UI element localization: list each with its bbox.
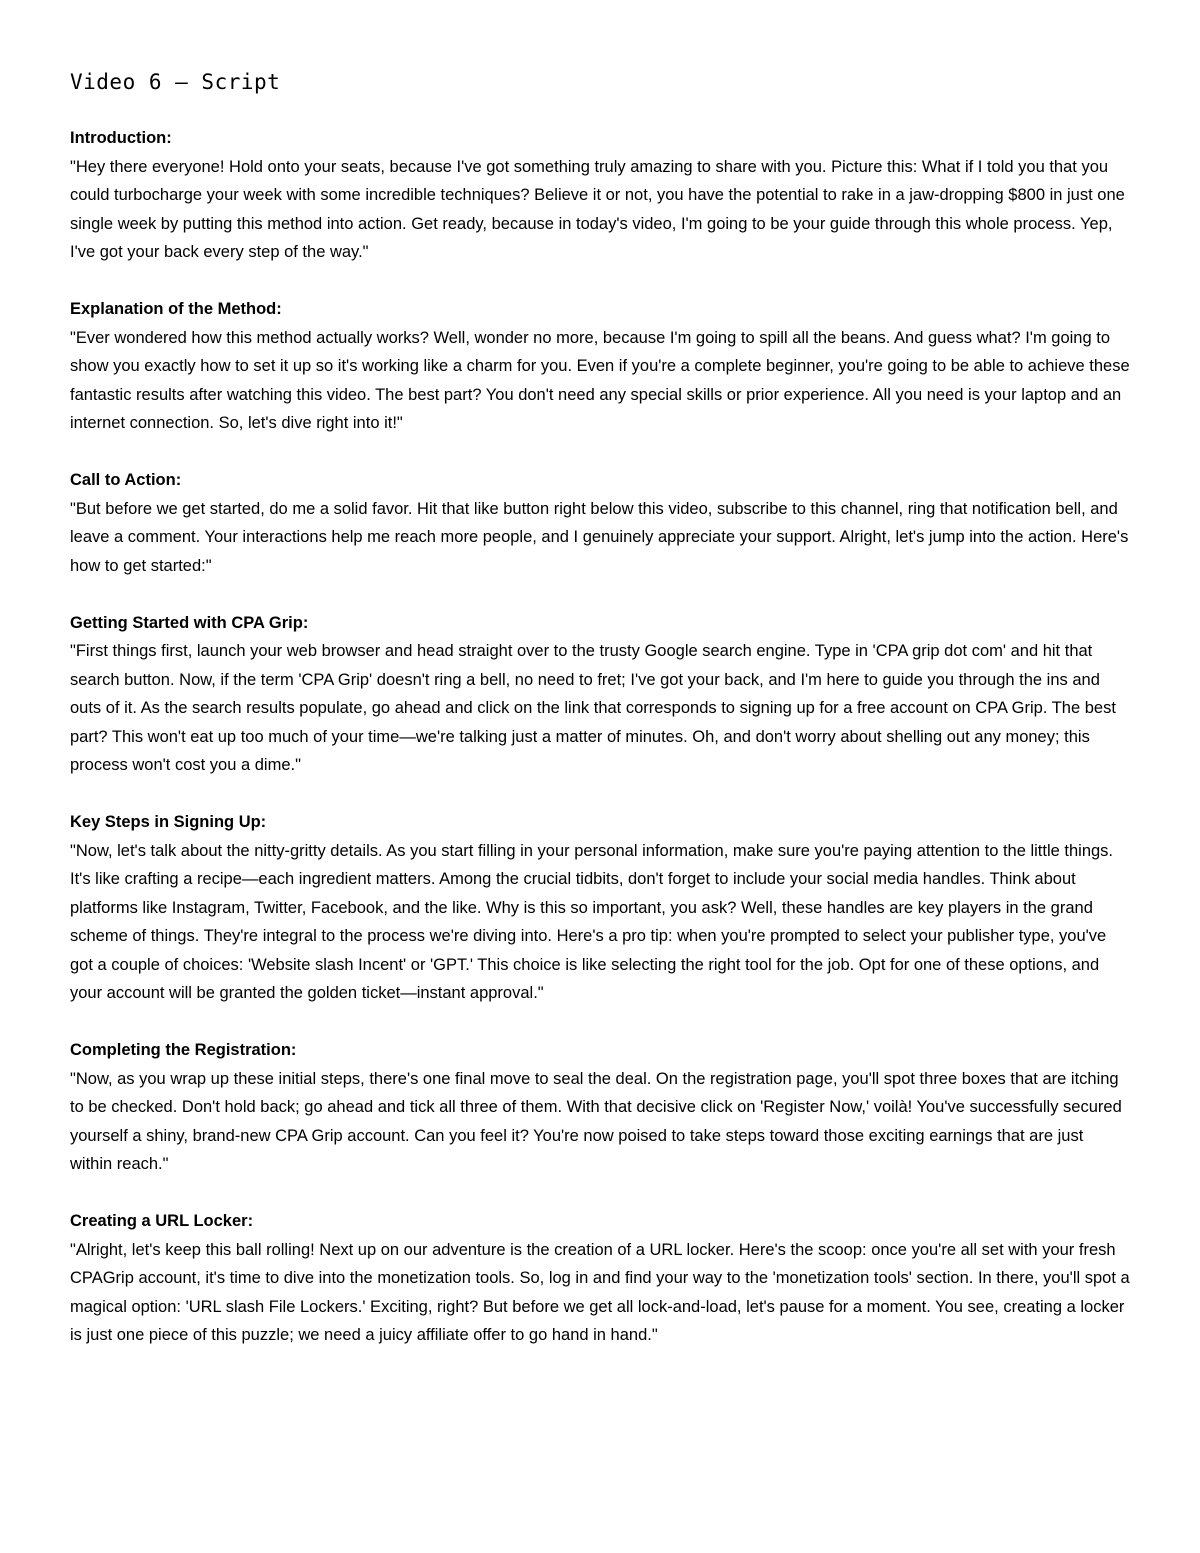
section-introduction bbox=[70, 124, 1128, 267]
section-body: "Now, as you wrap up these initial steps, there's one final move to seal the deal. On the registration page, you'll spot three boxes that are itching to be checked. Don't hold back; go ahead and tick all three of them. With that decisive click on 'Register Now,' voilà! You've successfully secured yourself a shiny, brand-new CPA Grip account. Can you feel it? You're now poised to take steps toward those exciting earnings that are just within reach." bbox=[70, 1069, 1122, 1173]
section-heading: Explanation of the Method: bbox=[70, 300, 282, 318]
section-body: "But before we get started, do me a solid favor. Hit that like button right below this video, subscribe to this channel, ring that notification bell, and leave a comment. Your interactions help me reach more people, and I genuinely appreciate your support. Alright, let's jump into the action. Here's how to get started:" bbox=[70, 499, 1129, 575]
section-heading: Completing the Registration: bbox=[70, 1041, 297, 1059]
section-call-to-action bbox=[70, 466, 1128, 580]
section-heading: Call to Action: bbox=[70, 471, 182, 489]
section-body: "First things first, launch your web browser and head straight over to the trusty Google search engine. Type in 'CPA grip dot com' and hit that search button. Now, if the term 'CPA Grip' doesn't ring a bell, no need to fret; I've got your back, and I'm here to guide you through the ins and outs of it. As the search results populate, go ahead and click on the link that corresponds to signing up for a free account on CPA Grip. The best part? This won't eat up too much of your time—we're talking just a matter of minutes. Oh, and don't worry about shelling out any money; this process won't cost you a dime." bbox=[70, 642, 1116, 774]
section-key-steps-in-signing-up bbox=[70, 808, 1128, 1008]
section-heading: Introduction: bbox=[70, 129, 172, 147]
section-heading: Getting Started with CPA Grip: bbox=[70, 613, 309, 632]
section-creating-a-url-locker bbox=[70, 1207, 1128, 1350]
section-heading: Creating a URL Locker: bbox=[70, 1212, 254, 1230]
section-body: "Now, let's talk about the nitty-gritty details. As you start filling in your personal information, make sure you're paying attention to the little things. It's like crafting a recipe—each ingredient matters. Among the crucial tidbits, don't forget to include your social media handles. Think about platforms like Instagram, Twitter, Facebook, and the like. Why is this so important, you ask? Well, these handles are key players in the grand scheme of things. They're integral to the process we're diving into. Here's a pro tip: when you're prompted to select your publisher type, you've got a couple of choices: 'Website slash Incent' or 'GPT.' This choice is like selecting the right tool for the job. Opt for one of these options, and your account will be granted the golden ticket—instant approval." bbox=[70, 841, 1114, 1002]
section-getting-started-with-cpa-grip bbox=[70, 609, 1128, 780]
section-body: "Hey there everyone! Hold onto your seats, because I've got something truly amazing to share with you. Picture this: What if I told you that you could turbocharge your week with some incredible techniques? Believe it or not, you have the potential to rake in a jaw-dropping $800 in just one single week by putting this method into action. Get ready, because in today's video, I'm going to be your guide through this whole process. Yep, I've got your back every step of the way." bbox=[70, 157, 1125, 261]
section-completing-the-registration bbox=[70, 1036, 1128, 1179]
section-heading: Key Steps in Signing Up: bbox=[70, 813, 267, 831]
section-body: "Alright, let's keep this ball rolling! Next up on our adventure is the creation of a URL locker. Here's the scoop: once you're all set with your fresh CPAGrip account, it's time to dive into the monetization tools. So, log in and find your way to the 'monetization tools' section. In there, you'll spot a magical option: 'URL slash File Lockers.' Exciting, right? But before we get all lock-and-load, let's pause for a moment. You see, creating a locker is just one piece of this puzzle; we need a juicy affiliate offer to go hand in hand." bbox=[70, 1240, 1130, 1344]
section-body: "Ever wondered how this method actually works? Well, wonder no more, because I'm going to spill all the beans. And guess what? I'm going to show you exactly how to set it up so it's working like a charm for you. Even if you're a complete beginner, you're going to be able to achieve these fantastic results after watching this video. The best part? You don't need any special skills or prior experience. All you need is your laptop and an internet connection. So, let's dive right into it!" bbox=[70, 328, 1130, 432]
section-explanation-of-the-method bbox=[70, 295, 1128, 438]
document-title: Video 6 – Script bbox=[70, 70, 281, 94]
